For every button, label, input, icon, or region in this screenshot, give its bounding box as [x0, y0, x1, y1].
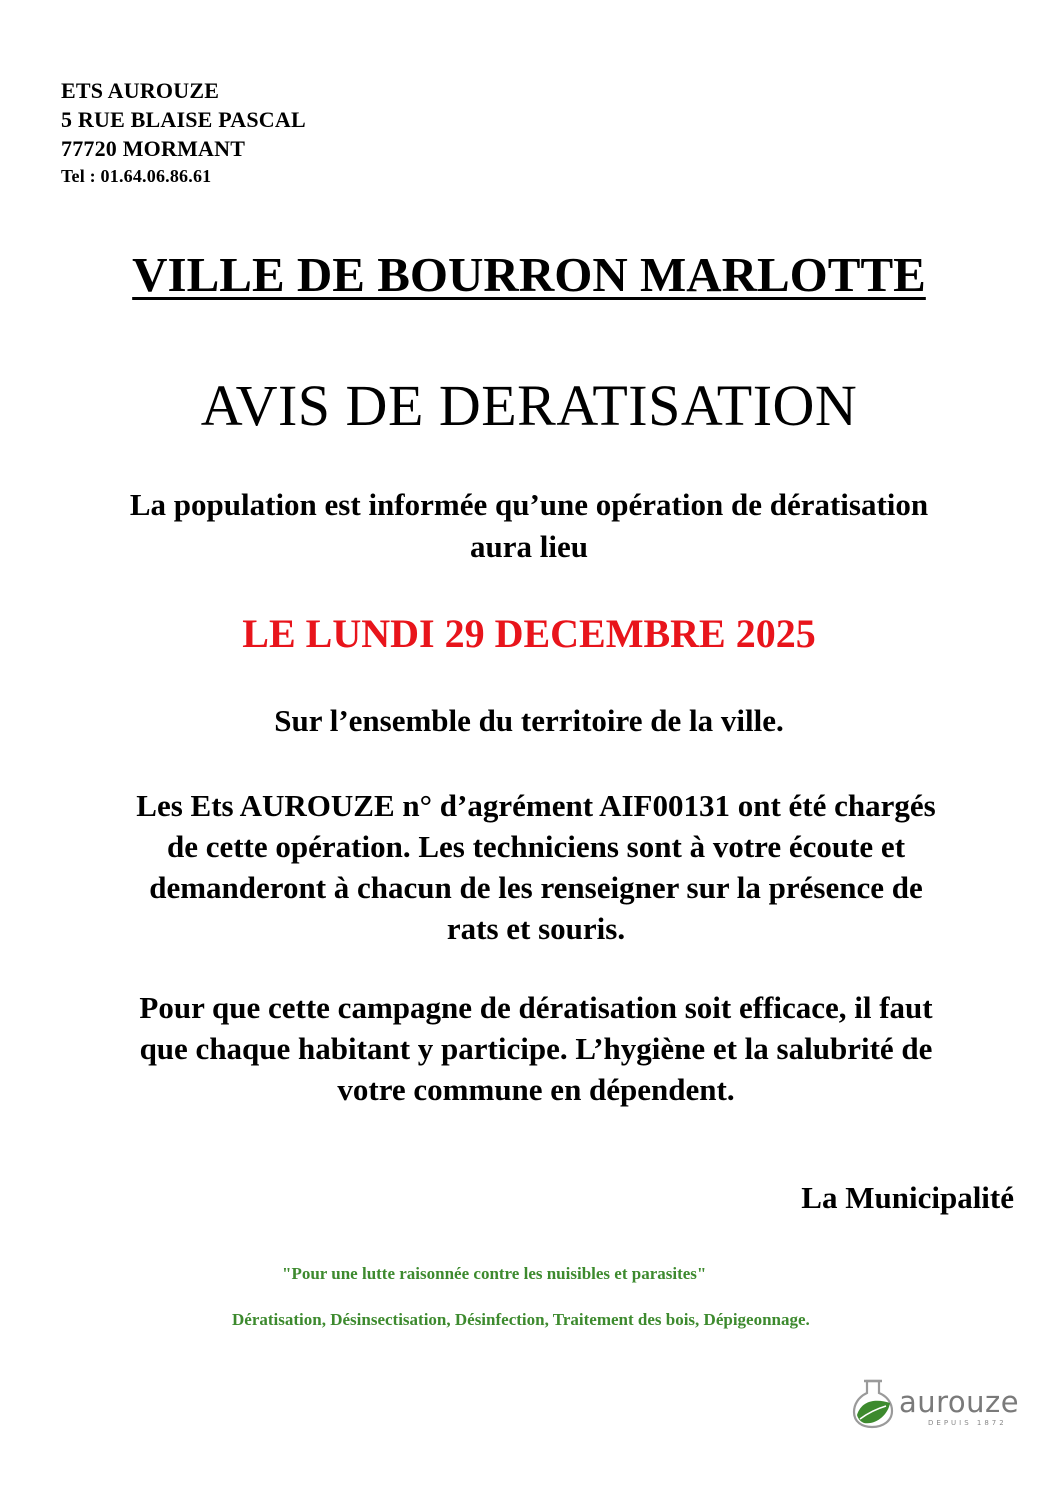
- signature: La Municipalité: [801, 1180, 1014, 1215]
- sender-city: 77720 MORMANT: [61, 136, 246, 161]
- sender-phone: Tel : 01.64.06.86.61: [61, 166, 212, 186]
- company-motto: "Pour une lutte raisonnée contre les nuisibles et parasites": [282, 1264, 707, 1283]
- paragraph-line: de cette opération. Les techniciens sont à votre écoute et: [166, 829, 906, 864]
- paragraph-participation: [60, 987, 1012, 1110]
- paragraph-line: Pour que cette campagne de dératisation soit efficace, il faut: [139, 990, 933, 1025]
- sender-street: 5 RUE BLAISE PASCAL: [61, 107, 306, 132]
- company-services: Dératisation, Désinsectisation, Désinfection, Traitement des bois, Dépigeonnage.: [232, 1310, 810, 1329]
- paragraph-agreement: [60, 785, 1012, 949]
- operation-date: LE LUNDI 29 DECEMBRE 2025: [242, 611, 816, 656]
- sender-company: ETS AUROUZE: [61, 78, 220, 103]
- paragraph-line: Les Ets AUROUZE n° d’agrément AIF00131 ont été chargés: [136, 788, 936, 823]
- intro-line: aura lieu: [470, 529, 588, 564]
- flask-leaf-icon: [852, 1377, 896, 1429]
- notice-title: AVIS DE DERATISATION: [200, 373, 858, 438]
- paragraph-line: votre commune en dépendent.: [337, 1072, 735, 1107]
- aurouze-logo: [852, 1377, 1022, 1437]
- paragraph-line: que chaque habitant y participe. L’hygiène et la salubrité de: [139, 1031, 933, 1066]
- intro-line: La population est informée qu’une opération de dératisation: [129, 487, 929, 522]
- logo-brand: aurouze: [899, 1385, 1020, 1419]
- scope-text: Sur l’ensemble du territoire de la ville.: [274, 703, 784, 738]
- intro-text: [0, 484, 1058, 568]
- city-title: VILLE DE BOURRON MARLOTTE: [132, 247, 926, 302]
- paragraph-line: rats et souris.: [446, 911, 626, 946]
- sender-address: [61, 76, 306, 189]
- paragraph-line: demanderont à chacun de les renseigner sur la présence de: [149, 870, 923, 905]
- logo-since: DEPUIS 1872: [928, 1419, 1007, 1427]
